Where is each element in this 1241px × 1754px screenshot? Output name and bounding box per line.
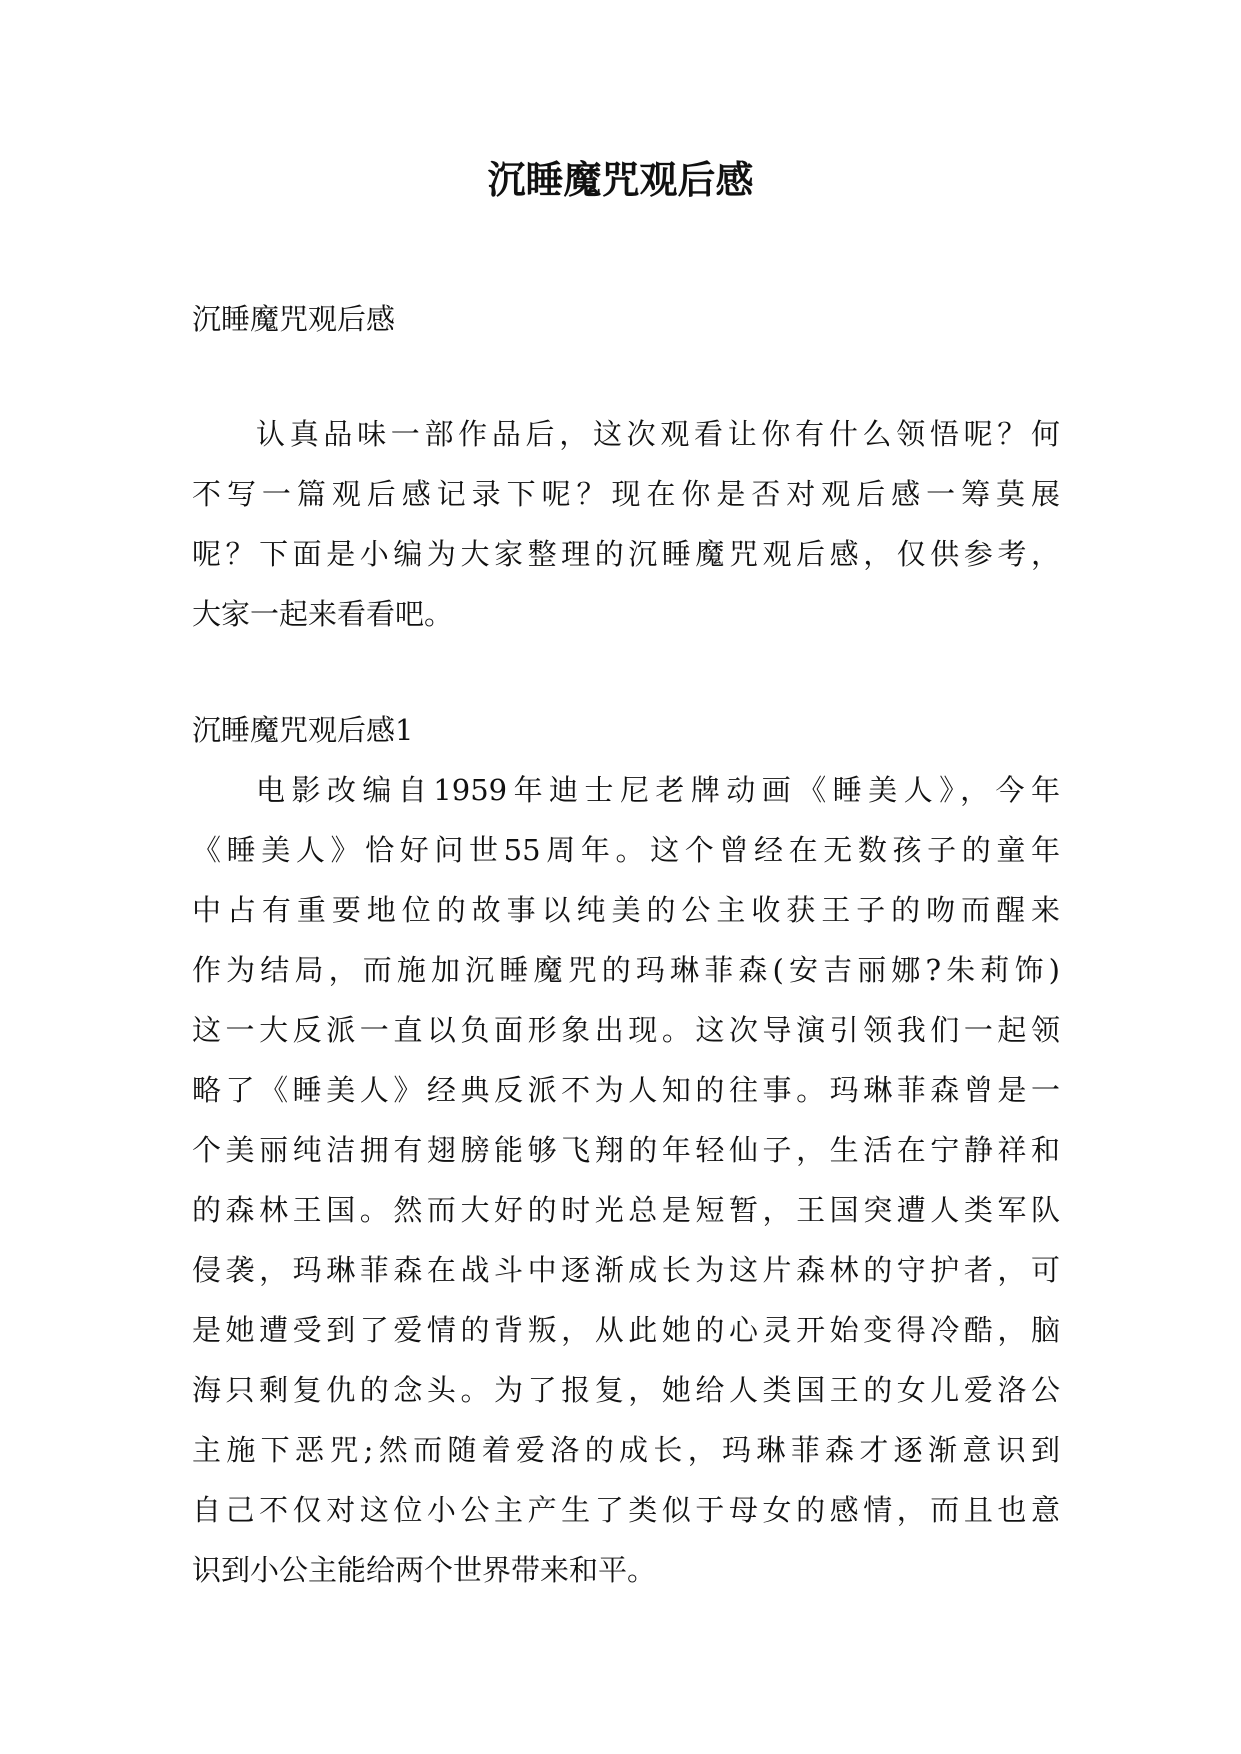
intro-line: 大家一起来看看吧。 xyxy=(192,597,454,631)
section1-line: 是她遭受到了爱情的背叛，从此她的心灵开始变得冷酷，脑 xyxy=(192,1313,1060,1347)
section1 xyxy=(192,700,1060,1600)
subtitle-block xyxy=(192,289,1060,349)
intro-paragraph xyxy=(192,404,1060,644)
section1-line: 海只剩复仇的念头。为了报复，她给人类国王的女儿爱洛公 xyxy=(192,1373,1060,1407)
section1-line: 这一大反派一直以负面形象出现。这次导演引领我们一起领 xyxy=(192,1013,1060,1047)
section1-line: 个美丽纯洁拥有翅膀能够飞翔的年轻仙子，生活在宁静祥和 xyxy=(192,1133,1060,1167)
section1-line: 主施下恶咒;然而随着爱洛的成长，玛琳菲森才逐渐意识到 xyxy=(192,1433,1060,1467)
section1-line: 作为结局，而施加沉睡魔咒的玛琳菲森(安吉丽娜?朱莉饰) xyxy=(192,953,1060,987)
document-title: 沉睡魔咒观后感 xyxy=(487,157,754,202)
intro-line: 认真品味一部作品后，这次观看让你有什么领悟呢？何 xyxy=(256,417,1060,451)
section1-line: 侵袭，玛琳菲森在战斗中逐渐成长为这片森林的守护者，可 xyxy=(192,1253,1060,1287)
subtitle: 沉睡魔咒观后感 xyxy=(192,302,396,336)
section1-line: 略了《睡美人》经典反派不为人知的往事。玛琳菲森曾是一 xyxy=(192,1073,1060,1107)
section1-line: 识到小公主能给两个世界带来和平。 xyxy=(192,1553,657,1587)
section1-line: 中占有重要地位的故事以纯美的公主收获王子的吻而醒来 xyxy=(192,893,1060,927)
section1-line: 的森林王国。然而大好的时光总是短暂，王国突遭人类军队 xyxy=(192,1193,1060,1227)
section1-line: 自己不仅对这位小公主产生了类似于母女的感情，而且也意 xyxy=(192,1493,1060,1527)
section1-line: 《睡美人》恰好问世55周年。这个曾经在无数孩子的童年 xyxy=(192,833,1060,867)
section1-line: 电影改编自1959年迪士尼老牌动画《睡美人》，今年 xyxy=(256,773,1060,807)
intro-line: 呢？下面是小编为大家整理的沉睡魔咒观后感，仅供参考， xyxy=(192,537,1060,571)
section1-heading: 沉睡魔咒观后感1 xyxy=(192,713,414,747)
intro-line: 不写一篇观后感记录下呢？现在你是否对观后感一筹莫展 xyxy=(192,477,1060,511)
